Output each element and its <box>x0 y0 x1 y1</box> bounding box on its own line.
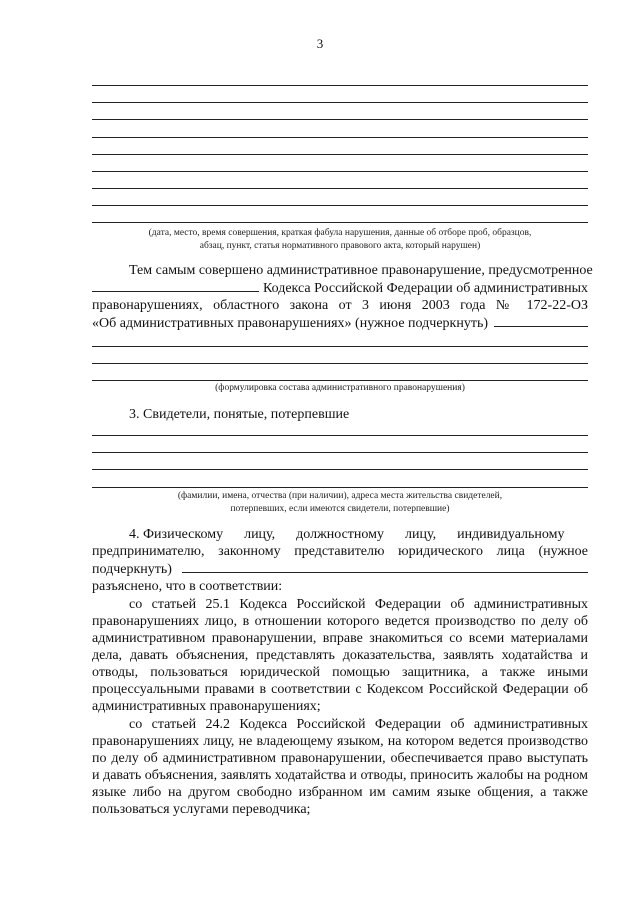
blank-line <box>92 171 588 172</box>
blank-line <box>92 363 588 364</box>
blank-line <box>92 222 588 223</box>
blank-line <box>92 119 588 120</box>
blank-line <box>92 435 588 436</box>
section-3-title: 3. Свидетели, понятые, потерпевшие <box>129 407 350 422</box>
caption-witnesses <box>92 490 588 516</box>
offense-blank <box>494 314 588 327</box>
section-4 <box>92 526 588 595</box>
blank-line <box>92 346 588 347</box>
caption-line: абзац, пункт, статья нормативного правового акта, который нарушен) <box>199 241 481 251</box>
paragraph-article-24-2: со статьей 24.2 Кодекса Российской Федерации об административных правонарушениях лицу, не владеющему языком, на котором ведется производство по делу об административном правонарушении, обеспечивается право выступать и давать объяснения, заявлять ходатайства и отводы, приносить жалобы на родном языке либо на другом свободно избранном им самим языке общения, а также пользоваться услугами переводчика; <box>92 717 588 817</box>
blank-line <box>92 487 588 488</box>
blank-line <box>92 137 588 138</box>
person-blank <box>182 560 588 573</box>
section-4-line-2: предпринимателю, законному представителю юридического лица (нужное <box>92 544 588 559</box>
offense-line-3: правонарушениях, областного закона от 3 июня 2003 года № 172-22-ОЗ <box>92 298 588 313</box>
caption-line: (дата, место, время совершения, краткая фабула нарушения, данные об отборе проб, образцов, <box>148 228 532 238</box>
paragraph-article-25-1: со статьей 25.1 Кодекса Российской Федерации об административных правонарушениях лицо, в отношении которого ведется производство по делу об административном правонарушении, вправе знакомиться со всеми материалами дела, давать объяснения, представлять доказательства, заявлять ходатайства и отводы, пользоваться юридической помощью защитника, а также иными процессуальными правами в соответствии с Кодексом Российской Федерации об административных правонарушениях; <box>92 597 588 714</box>
blank-line <box>92 205 588 206</box>
caption-line: (фамилии, имена, отчества (при наличии), адреса места жительства свидетелей, <box>177 491 503 501</box>
page-number: 3 <box>316 36 324 51</box>
offense-text: Тем самым совершено административное правонарушение, предусмотренное <box>129 263 593 278</box>
offense-line-1 <box>92 262 593 279</box>
blank-line <box>92 85 588 86</box>
offense-text: «Об административных правонарушениях» (нужное подчеркнуть) <box>92 316 488 331</box>
offense-line-2 <box>92 279 588 297</box>
blank-line <box>92 102 588 103</box>
section-4-line-3 <box>92 560 588 578</box>
blank-line <box>92 469 588 470</box>
blank-line <box>92 154 588 155</box>
blank-line <box>92 188 588 189</box>
caption-offense-composition: (формулировка состава административного правонарушения) <box>215 383 465 393</box>
code-article-blank <box>92 279 259 292</box>
caption-violation-details <box>92 227 588 253</box>
offense-line-4 <box>92 314 588 332</box>
section-4-line-1: 4. Физическому лицу, должностному лицу, индивидуальному <box>129 527 565 542</box>
offense-paragraph <box>92 262 593 332</box>
caption-line: потерпевших, если имеются свидетели, потерпевшие) <box>230 504 450 514</box>
offense-text: Кодекса Российской Федерации об административных <box>262 281 588 296</box>
section-4-text: подчеркнуть) <box>92 562 172 577</box>
blank-line <box>92 380 588 381</box>
blank-line <box>92 452 588 453</box>
section-4-line-4: разъяснено, что в соответствии: <box>92 579 283 594</box>
